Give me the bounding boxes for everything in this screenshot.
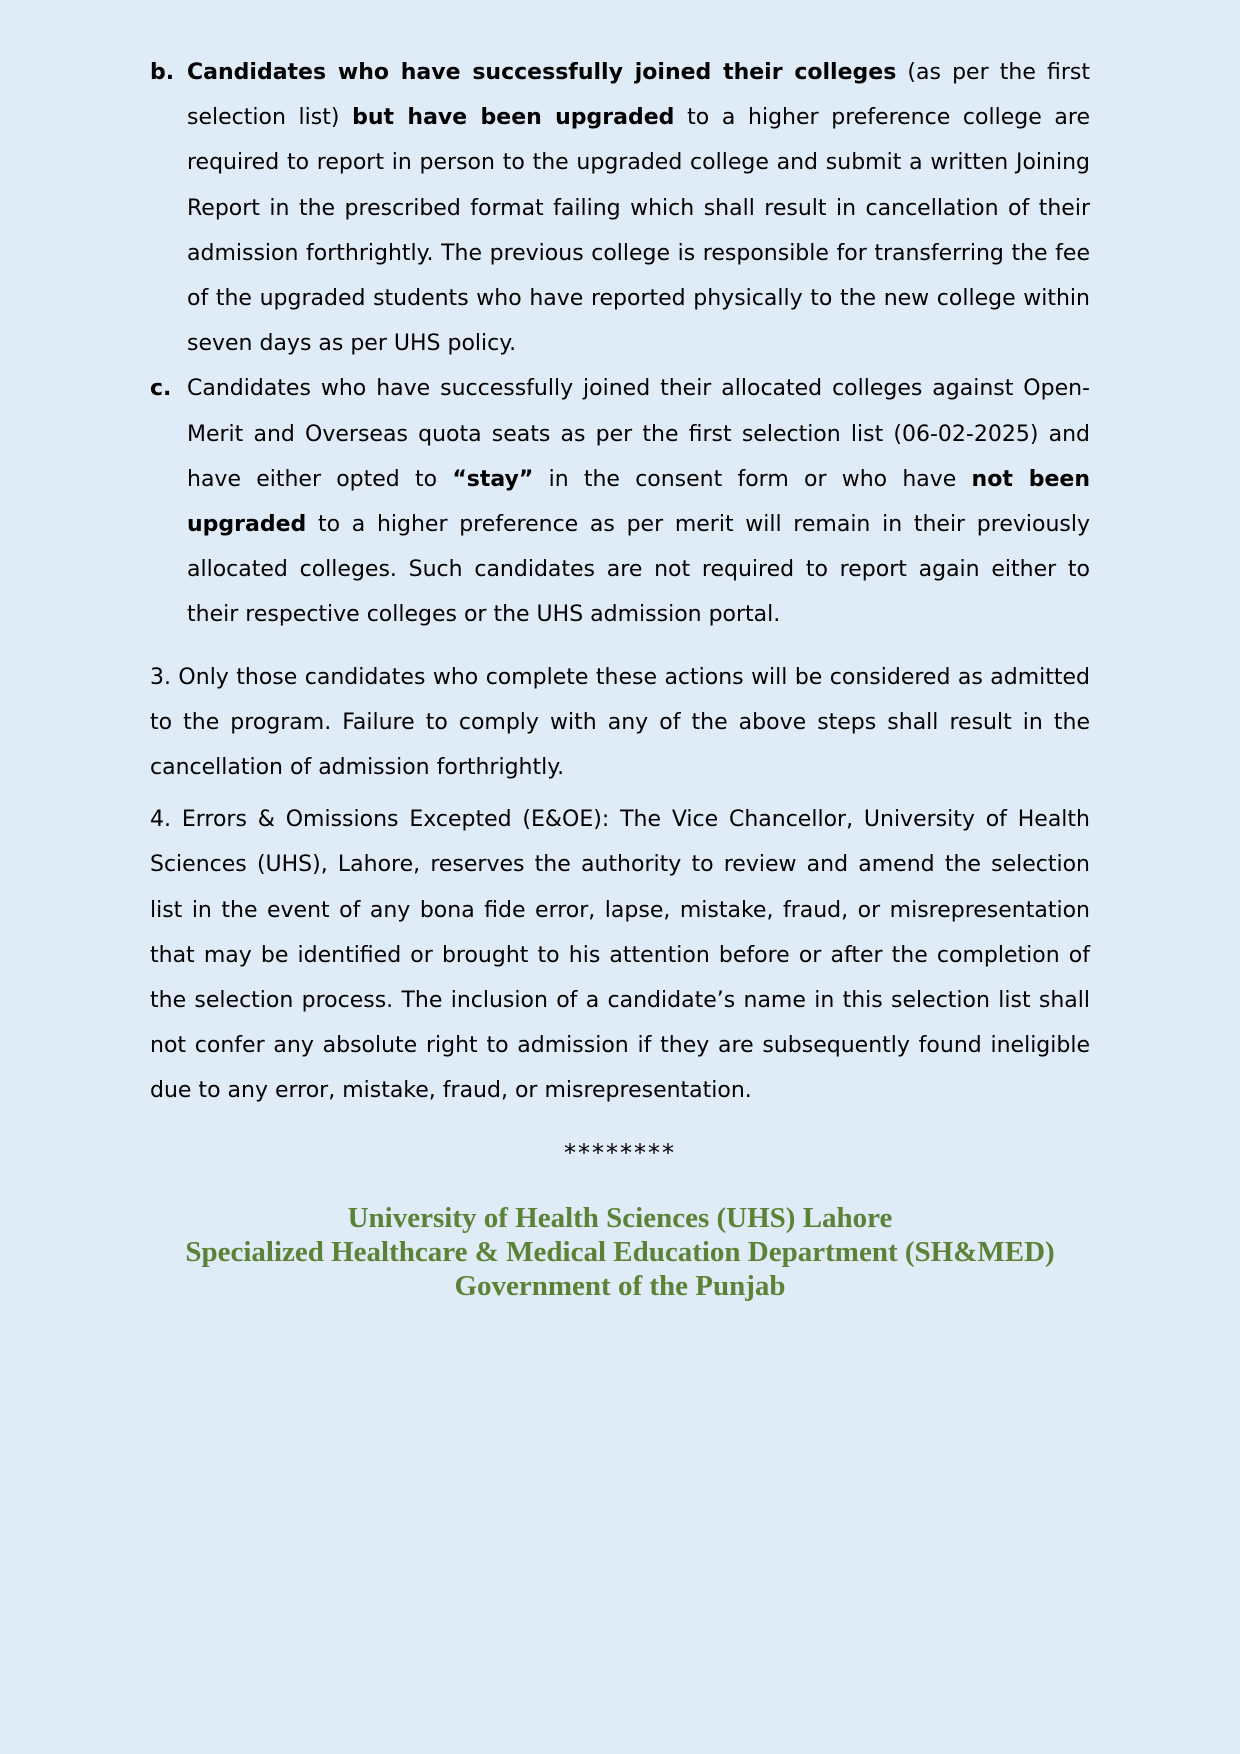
list-marker-b: b. <box>150 60 175 85</box>
section-separator: ******** <box>564 1139 676 1167</box>
item-b-emphasis-2: but have been upgraded <box>352 105 675 131</box>
document-body <box>150 50 1090 1114</box>
item-c-emphasis-2: not been upgraded <box>187 466 1090 538</box>
footer-government-name: Government of the Punjab <box>454 1270 786 1302</box>
paragraph-3: 3. Only those candidates who complete these actions will be considered as admitted to the program. Failure to comply with any of the above steps shall result in the cancellation of admission forthrightly. <box>150 664 1090 781</box>
list-item-b <box>150 50 1090 366</box>
item-c-text-3: to a higher preference as per merit will remain in their previously allocated colleges. Such candidates are not required to report again either to their respective colleges or the UHS admission portal. <box>187 512 1090 628</box>
paragraph-4-eoe: 4. Errors & Omissions Excepted (E&OE): The Vice Chancellor, University of Health Sciences (UHS), Lahore, reserves the authority to review and amend the selection list in the event of any bona fide error, lapse, mistake, fraud, or misrepresentation that may be identified or brought to his attention before or after the completion of the selection process. The inclusion of a candidate’s name in this selection list shall not confer any absolute right to admission if they are subsequently found ineligible due to any error, mistake, fraud, or misrepresentation. <box>150 807 1090 1104</box>
item-b-text-2: to a higher preference college are required to report in person to the upgraded college and submit a written Joining Report in the prescribed format failing which shall result in cancellation of their admission forthrightly. The previous college is responsible for transferring the fee of the upgraded students who have reported physically to the new college within seven days as per UHS policy. <box>187 105 1090 357</box>
item-b-text-1: (as per the first selection list) <box>187 60 1090 131</box>
footer-university-name: University of Health Sciences (UHS) Lahore <box>347 1202 893 1234</box>
item-c-text-1: Candidates who have successfully joined their allocated colleges against Open-Merit and Overseas quota seats as per the first selection list (06-02-2025) and have either opted to <box>187 376 1090 492</box>
list-marker-c: c. <box>150 376 172 402</box>
footer-department-name: Specialized Healthcare & Medical Education Department (SH&MED) <box>185 1236 1055 1268</box>
list-item-c <box>150 366 1090 637</box>
item-c-text-2: in the consent form or who have <box>533 466 972 492</box>
item-b-emphasis-1: Candidates who have successfully joined their colleges <box>187 60 897 85</box>
item-c-emphasis-1: “stay” <box>452 466 534 492</box>
footer-organization-block <box>0 1201 1240 1303</box>
